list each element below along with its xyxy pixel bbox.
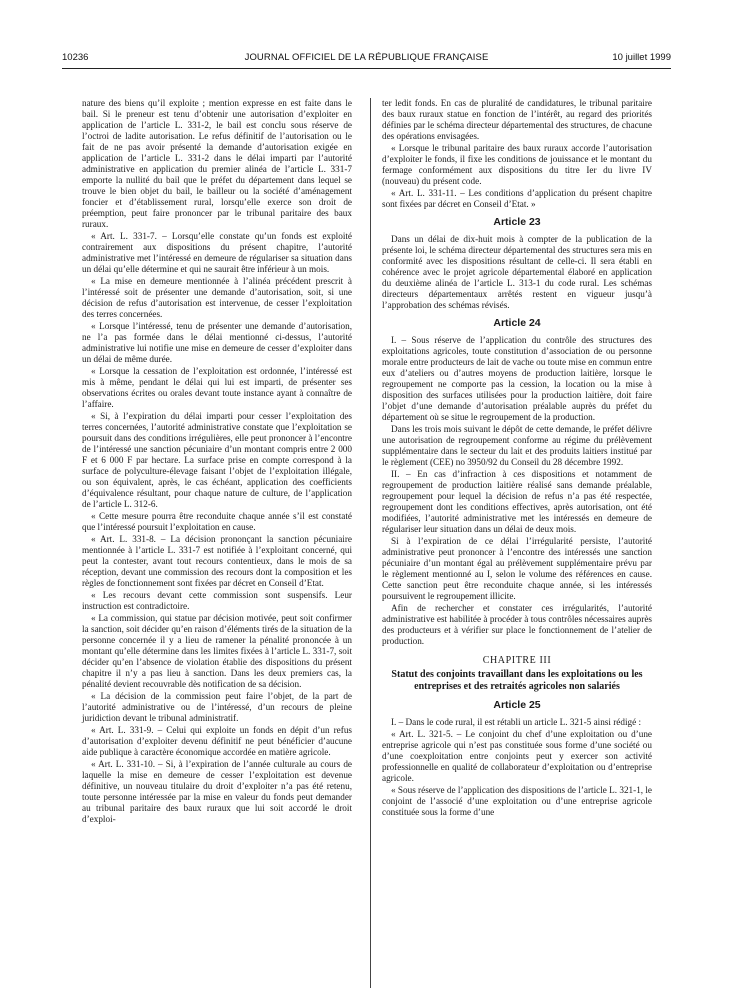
paragraph: « Art. L. 331-10. – Si, à l’expiration de l’année culturale au cours de laquelle la mise en demeure de cesser l’exploitation est devenue définitive, un nouveau titulaire du droit d’exploiter n’a pas été retenu, toute personne intéressée par la mise en valeur du fonds peut demander au tribunal paritaire des baux ruraux que lui soit accordé le droit d’exploi- [82,759,352,824]
paragraph: Afin de rechercher et constater ces irrégularités, l’autorité administrative est habilitée à procéder à tous contrôles nécessaires auprès des producteurs et à vérifier sur place le fonctionnement de l’atelier de production. [382,603,652,646]
paragraph: « Art. L. 331-7. – Lorsqu’elle constate qu’un fonds est exploité contrairement aux dispositions du présent chapitre, l’autorité administrative met l’intéressé en demeure de régulariser sa situation dans un délai qu’elle détermine et qui ne saurait être inférieur à un mois. [82,231,352,274]
article-25-heading: Article 25 [493,699,541,711]
paragraph: « Lorsque l’intéressé, tenu de présenter une demande d’autorisation, ne l’a pas formée dans le délai mentionné ci-dessus, l’autorité administrative lui notifie une mise en demeure de cesser d’exploiter dans un délai de même durée. [82,321,352,364]
paragraph: « Cette mesure pourra être reconduite chaque année s’il est constaté que l’intéressé poursuit l’exploitation en cause. [82,511,352,532]
left-column [82,98,352,826]
paragraph: Si à l’expiration de ce délai l’irrégularité persiste, l’autorité administrative peut prononcer à l’encontre des intéressés une sanction pécuniaire d’un montant égal au prélèvement supplémentaire prévu par le règlement mentionné au I, selon le volume des références en cause. Cette sanction peut être reconduite chaque année, si les intéressés poursuivent le regroupement illicite. [382,536,652,601]
paragraph: « Lorsque la cessation de l’exploitation est ordonnée, l’intéressé est mis à même, pendant le délai qui lui est imparti, de présenter ses observations écrites ou orales devant toute instance ayant à connaître de l’affaire. [82,366,352,409]
paragraph: II. – En cas d’infraction à ces dispositions et notamment de regroupement de production laitière réalisé sans demande préalable, regroupement pour lequel la décision de refus n’a pas été respectée, regroupement dont les conditions effectives, après autorisation, ont été modifiées, l’autorité administrative met les intéressés en demeure de régulariser leur situation dans un délai de deux mois. [382,469,652,534]
paragraph: « La commission, qui statue par décision motivée, peut soit confirmer la sanction, soit décider qu’en raison d’éléments tirés de la situation de la personne concernée il y a lieu de ramener la pénalité prononcée à un montant qu’elle détermine dans les limites fixées à l’article L. 331-7, soit décider qu’en l’absence de violation établie des dispositions du présent chapitre il n’y a pas lieu à sanction. Dans les deux premiers cas, la pénalité devient recouvrable dès notification de sa décision. [82,613,352,689]
paragraph: « La décision de la commission peut faire l’objet, de la part de l’autorité administrative ou de l’intéressé, d’un recours de pleine juridiction devant le tribunal administratif. [82,691,352,723]
header-rule [62,68,671,69]
paragraph: « Art. L. 321-5. – Le conjoint du chef d’une exploitation ou d’une entreprise agricole qui n’est pas constituée sous forme d’une société ou d’une coexploitation entre conjoints peut y exercer son activité professionnelle en qualité de collaborateur d’exploitation ou d’entreprise agricole. [382,729,652,783]
page-number: 10236 [62,52,89,63]
paragraph: ter ledit fonds. En cas de pluralité de candidatures, le tribunal paritaire des baux ruraux statue en fonction de l’intérêt, au regard des priorités définies par le schéma directeur départemental des structures, de chacune des opérations envisagées. [382,98,652,141]
paragraph: Dans les trois mois suivant le dépôt de cette demande, le préfet délivre une autorisation de regroupement conforme au régime du prélèvement supplémentaire dans le secteur du lait et des produits laitiers institué par le règlement (CEE) no 3950/92 du Conseil du 28 décembre 1992. [382,424,652,467]
article-24-heading: Article 24 [493,317,541,329]
journal-title: JOURNAL OFFICIEL DE LA RÉPUBLIQUE FRANÇAISE [244,52,489,63]
paragraph: I. – Dans le code rural, il est rétabli un article L. 321-5 ainsi rédigé : [391,717,642,727]
paragraph: « Art. L. 331-9. – Celui qui exploite un fonds en dépit d’un refus d’autorisation d’exploiter devenu définitif ne peut bénéficier d’aucune aide publique à caractère économique accordée en matière agricole. [82,725,352,757]
paragraph: « La mise en demeure mentionnée à l’alinéa précédent prescrit à l’intéressé soit de présenter une demande d’autorisation, soit, si une décision de refus d’autorisation est intervenue, de cesser l’exploitation des terres concernées. [82,276,352,319]
paragraph: I. – Sous réserve de l’application du contrôle des structures des exploitations agricoles, toute constitution d’association de ou personne morale entre producteurs de lait de vache ou toute mise en commun entre eux d’ateliers ou d’autres moyens de production laitière, lorsque le regroupement ne comporte pas la cession, la location ou la mise à disposition des surfaces utilisées pour la production laitière, doit faire l’objet d’une demande d’autorisation préalable auprès du préfet du département où se situe le regroupement de la production. [382,335,652,422]
chapter-title: Statut des conjoints travaillant dans les exploitations ou les entreprises et des retraités agricoles non salariés [391,669,643,692]
column-divider [370,98,371,988]
paragraph: « Sous réserve de l’application des dispositions de l’article L. 321-1, le conjoint de l’associé d’une exploitation ou d’une entreprise agricole constituée sous la forme d’une [382,785,653,817]
paragraph: Dans un délai de dix-huit mois à compter de la publication de la présente loi, le schéma directeur départemental des structures sera mis en conformité avec les dispositions résultant de celle-ci. Il sera établi en cohérence avec le projet agricole départemental élaboré en application du deuxième alinéa de l’article L. 313-1 du code rural. Les schémas directeurs départementaux arrêtés restent en vigueur jusqu’à l’approbation des schémas révisés. [382,234,652,310]
right-column [382,98,652,819]
article-23-heading: Article 23 [493,216,541,228]
paragraph: « Art. L. 331-8. – La décision prononçant la sanction pécuniaire mentionnée à l’article L. 331-7 est notifiée à l’exploitant concerné, qui peut la contester, avant tout recours contentieux, dans le mois de sa réception, devant une commission des recours dont la composition et les règles de fonctionnement sont fixées par décret en Conseil d’Etat. [82,534,352,588]
issue-date: 10 juillet 1999 [612,52,671,63]
paragraph: nature des biens qu’il exploite ; mention expresse en est faite dans le bail. Si le preneur est tenu d’obtenir une autorisation d’exploiter en application de l’article L. 331-2, le bail est conclu sous réserve de l’octroi de ladite autorisation. Le refus définitif de l’autorisation ou le fait de ne pas avoir présenté la demande d’autorisation exigée en application de l’article L. 331-2 dans le délai imparti par l’autorité administrative en application du premier alinéa de l’article L. 331-7 emporte la nullité du bail que le préfet du département dans lequel se trouve le bien objet du bail, le bailleur ou la société d’aménagement foncier et d’établissement rural, lorsqu’elle exerce son droit de préemption, peut faire prononcer par le tribunal paritaire des baux ruraux. [82,98,352,229]
paragraph: « Lorsque le tribunal paritaire des baux ruraux accorde l’autorisation d’exploiter le fonds, il fixe les conditions de jouissance et le montant du fermage conformément aux dispositions du titre Ier du livre IV (nouveau) du présent code. [382,143,652,186]
paragraph: « Les recours devant cette commission sont suspensifs. Leur instruction est contradictoire. [82,590,352,611]
paragraph: « Art. L. 331-11. – Les conditions d’application du présent chapitre sont fixées par décret en Conseil d’Etat. » [382,188,652,209]
page-header [62,52,671,68]
chapter-label: CHAPITRE III [482,655,552,666]
paragraph: « Si, à l’expiration du délai imparti pour cesser l’exploitation des terres concernées, l’autorité administrative constate que l’exploitation se poursuit dans des conditions irrégulières, elle peut prononcer à l’encontre de l’intéressé une sanction pécuniaire d’un montant compris entre 2 000 F et 6 000 F par hectare. La surface prise en compte correspond à la surface de polyculture-élevage faisant l’objet de l’exploitation illégale, ou son équivalent, après, le cas échéant, application des coefficients d’équivalence résultant, pour chaque nature de culture, de l’application de l’article L. 312-6. [82,411,352,509]
